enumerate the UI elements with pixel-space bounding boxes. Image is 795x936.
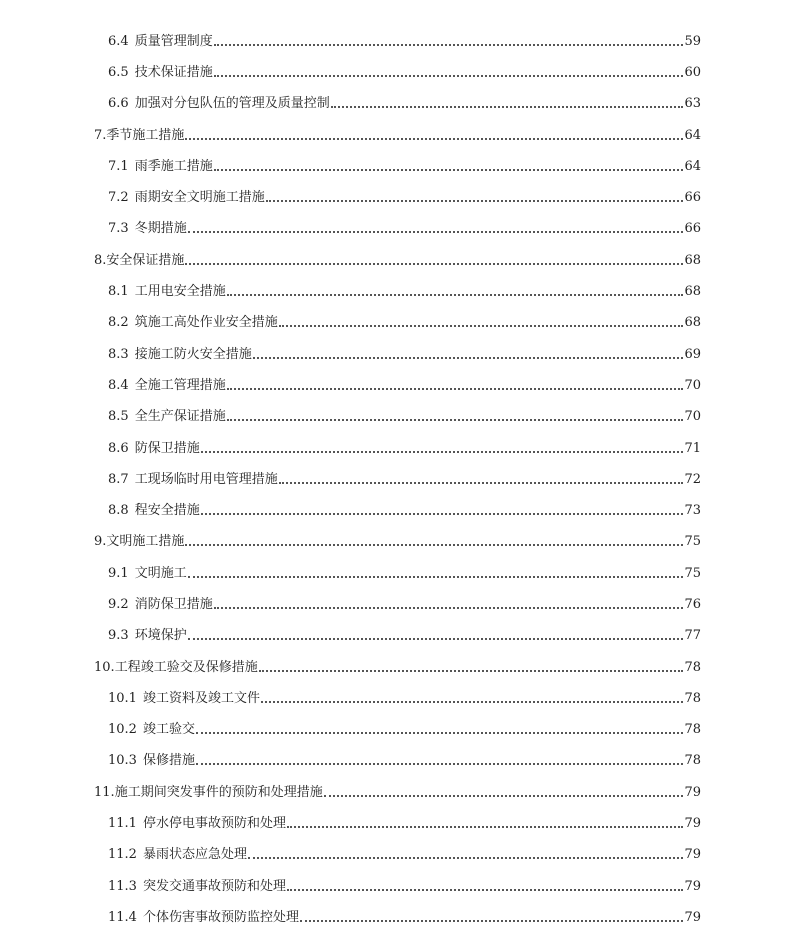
toc-entry-text: 竣工资料及竣工文件 — [142, 690, 260, 706]
toc-entry-title — [108, 378, 226, 394]
dot-leader — [188, 628, 684, 644]
toc-entry-11[interactable] — [0, 777, 795, 808]
toc-entry-text: 消防保卫措施 — [134, 596, 213, 612]
toc-entry-10-1[interactable] — [0, 683, 795, 714]
toc-entry-page: 75 — [684, 534, 701, 550]
toc-entry-page: 78 — [684, 722, 701, 738]
toc-entry-text: 雨季施工措施 — [134, 158, 213, 174]
toc-entry-number: 6.4 — [108, 33, 129, 49]
dot-leader — [185, 128, 683, 144]
toc-entry-title — [108, 96, 330, 112]
toc-entry-title — [94, 128, 184, 144]
toc-entry-7-3[interactable] — [0, 214, 795, 245]
toc-entry-number: 9. — [94, 534, 107, 550]
dot-leader — [201, 503, 684, 519]
toc-entry-page: 78 — [684, 690, 701, 706]
dot-leader — [287, 816, 683, 832]
toc-entry-number: 9.2 — [108, 596, 129, 612]
toc-entry-8-7[interactable] — [0, 464, 795, 495]
toc-entry-text: 加强对分包队伍的管理及质量控制 — [134, 96, 330, 112]
toc-entry-text: 文明施工措施 — [106, 534, 185, 550]
toc-entry-page: 69 — [684, 346, 701, 362]
toc-entry-number: 7. — [94, 127, 107, 143]
toc-entry-title — [108, 190, 265, 206]
dot-leader — [324, 785, 684, 801]
toc-entry-text: 安全保证措施 — [106, 252, 185, 268]
dot-leader — [227, 378, 684, 394]
dot-leader — [196, 753, 683, 769]
toc-entry-text: 停水停电事故预防和处理 — [142, 816, 286, 832]
toc-entry-number: 7.1 — [108, 158, 129, 174]
toc-entry-11-1[interactable] — [0, 808, 795, 839]
toc-entry-text: 施工期间突发事件的预防和处理措施 — [114, 784, 323, 800]
toc-entry-text: 程安全措施 — [134, 503, 200, 519]
toc-entry-7-2[interactable] — [0, 182, 795, 213]
toc-entry-number: 8.6 — [108, 440, 129, 456]
toc-entry-page: 64 — [684, 127, 701, 143]
toc-entry-8-5[interactable] — [0, 402, 795, 433]
dot-leader — [188, 566, 684, 582]
toc-entry-number: 8.4 — [108, 377, 129, 393]
toc-entry-text: 个体伤害事故预防监控处理 — [142, 909, 299, 925]
toc-entry-number: 10.1 — [108, 690, 137, 706]
toc-entry-title — [108, 753, 195, 769]
toc-entry-8[interactable] — [0, 245, 795, 276]
toc-entry-9-1[interactable] — [0, 558, 795, 589]
toc-entry-page: 66 — [684, 190, 701, 206]
toc-entry-page: 68 — [684, 315, 701, 331]
toc-entry-page: 64 — [684, 158, 701, 174]
dot-leader — [331, 96, 684, 112]
toc-entry-title — [108, 409, 226, 425]
toc-entry-11-3[interactable] — [0, 871, 795, 902]
table-of-contents — [0, 26, 795, 934]
toc-entry-10[interactable] — [0, 652, 795, 683]
toc-entry-text: 突发交通事故预防和处理 — [142, 878, 286, 894]
toc-entry-6-6[interactable] — [0, 89, 795, 120]
dot-leader — [300, 910, 683, 926]
toc-entry-text: 筑施工高处作业安全措施 — [134, 315, 278, 331]
toc-entry-title — [94, 253, 184, 269]
dot-leader — [261, 691, 683, 707]
toc-entry-title — [108, 910, 299, 926]
toc-entry-number: 6.6 — [108, 96, 129, 112]
toc-entry-number: 11. — [94, 784, 115, 800]
toc-entry-title — [94, 785, 323, 801]
toc-entry-page: 78 — [684, 753, 701, 769]
toc-entry-number: 7.2 — [108, 190, 129, 206]
toc-entry-8-2[interactable] — [0, 308, 795, 339]
toc-entry-page: 79 — [684, 909, 701, 925]
dot-leader — [214, 65, 684, 81]
toc-entry-number: 11.2 — [108, 847, 137, 863]
toc-entry-page: 70 — [684, 377, 701, 393]
toc-entry-text: 全生产保证措施 — [134, 409, 226, 425]
toc-entry-9[interactable] — [0, 527, 795, 558]
toc-entry-title — [108, 221, 187, 237]
dot-leader — [185, 534, 683, 550]
toc-entry-page: 70 — [684, 409, 701, 425]
toc-entry-title — [108, 691, 260, 707]
toc-entry-title — [94, 534, 184, 550]
toc-entry-7-1[interactable] — [0, 151, 795, 182]
toc-entry-number: 11.4 — [108, 909, 137, 925]
toc-entry-number: 9.3 — [108, 628, 129, 644]
toc-entry-title — [108, 847, 247, 863]
toc-entry-page: 75 — [684, 565, 701, 581]
toc-entry-text: 全施工管理措施 — [134, 377, 226, 393]
toc-entry-text: 雨期安全文明施工措施 — [134, 190, 265, 206]
toc-entry-page: 79 — [684, 847, 701, 863]
dot-leader — [196, 722, 683, 738]
toc-entry-page: 72 — [684, 471, 701, 487]
toc-entry-text: 工现场临时用电管理措施 — [134, 471, 278, 487]
toc-entry-text: 工程竣工验交及保修措施 — [114, 659, 258, 675]
toc-entry-number: 8.8 — [108, 503, 129, 519]
toc-entry-page: 59 — [684, 33, 701, 49]
toc-entry-11-2[interactable] — [0, 840, 795, 871]
toc-entry-page: 60 — [684, 64, 701, 80]
toc-entry-text: 季节施工措施 — [106, 127, 185, 143]
toc-entry-number: 8.2 — [108, 315, 129, 331]
dot-leader — [253, 347, 684, 363]
toc-entry-8-6[interactable] — [0, 433, 795, 464]
toc-entry-number: 11.1 — [108, 816, 137, 832]
toc-entry-title — [108, 472, 278, 488]
toc-entry-title — [108, 816, 286, 832]
toc-entry-11-4[interactable] — [0, 902, 795, 933]
toc-entry-8-8[interactable] — [0, 495, 795, 526]
toc-entry-10-3[interactable] — [0, 746, 795, 777]
toc-entry-text: 竣工验交 — [142, 722, 195, 738]
toc-entry-title — [108, 315, 278, 331]
toc-entry-text: 冬期措施 — [134, 221, 187, 237]
toc-entry-7[interactable] — [0, 120, 795, 151]
toc-entry-page: 77 — [684, 628, 701, 644]
dot-leader — [227, 409, 684, 425]
dot-leader — [287, 879, 683, 895]
toc-entry-number: 7.3 — [108, 221, 129, 237]
toc-entry-8-4[interactable] — [0, 370, 795, 401]
toc-entry-text: 文明施工 — [134, 565, 187, 581]
toc-entry-title — [108, 503, 200, 519]
dot-leader — [279, 315, 684, 331]
toc-entry-page: 66 — [684, 221, 701, 237]
dot-leader — [266, 190, 684, 206]
toc-entry-page: 71 — [684, 440, 701, 456]
toc-entry-text: 环境保护 — [134, 628, 187, 644]
toc-entry-text: 暴雨状态应急处理 — [142, 847, 247, 863]
toc-entry-text: 质量管理制度 — [134, 33, 213, 49]
toc-entry-title — [108, 597, 213, 613]
dot-leader — [259, 660, 684, 676]
toc-entry-text: 防保卫措施 — [134, 440, 200, 456]
toc-entry-page: 79 — [684, 784, 701, 800]
dot-leader — [248, 847, 683, 863]
toc-entry-8-1[interactable] — [0, 276, 795, 307]
toc-entry-title — [94, 660, 258, 676]
toc-entry-title — [108, 879, 286, 895]
toc-entry-page: 78 — [684, 659, 701, 675]
toc-entry-number: 9.1 — [108, 565, 129, 581]
toc-entry-number: 8.7 — [108, 471, 129, 487]
dot-leader — [214, 159, 684, 175]
toc-entry-page: 76 — [684, 596, 701, 612]
toc-entry-number: 8. — [94, 252, 107, 268]
dot-leader — [214, 597, 684, 613]
toc-entry-text: 保修措施 — [142, 753, 195, 769]
toc-entry-page: 79 — [684, 878, 701, 894]
toc-entry-number: 6.5 — [108, 64, 129, 80]
toc-entry-page: 63 — [684, 96, 701, 112]
toc-entry-title — [108, 65, 213, 81]
toc-entry-page: 79 — [684, 816, 701, 832]
toc-entry-title — [108, 159, 213, 175]
toc-entry-9-3[interactable] — [0, 621, 795, 652]
toc-entry-number: 8.3 — [108, 346, 129, 362]
toc-entry-6-5[interactable] — [0, 57, 795, 88]
toc-entry-title — [108, 722, 195, 738]
toc-entry-title — [108, 34, 213, 50]
toc-entry-9-2[interactable] — [0, 589, 795, 620]
dot-leader — [185, 253, 683, 269]
toc-entry-6-4[interactable] — [0, 26, 795, 57]
toc-entry-title — [108, 284, 226, 300]
toc-entry-text: 工用电安全措施 — [134, 284, 226, 300]
toc-entry-number: 10.3 — [108, 753, 137, 769]
dot-leader — [279, 472, 684, 488]
toc-entry-page: 68 — [684, 252, 701, 268]
dot-leader — [188, 221, 684, 237]
toc-entry-10-2[interactable] — [0, 715, 795, 746]
toc-entry-text: 技术保证措施 — [134, 64, 213, 80]
toc-entry-page: 73 — [684, 503, 701, 519]
toc-entry-text: 接施工防火安全措施 — [134, 346, 252, 362]
toc-entry-title — [108, 441, 200, 457]
toc-entry-title — [108, 347, 252, 363]
dot-leader — [214, 34, 684, 50]
toc-entry-title — [108, 628, 187, 644]
dot-leader — [201, 441, 684, 457]
dot-leader — [227, 284, 684, 300]
toc-entry-number: 8.5 — [108, 409, 129, 425]
toc-entry-title — [108, 566, 187, 582]
toc-entry-8-3[interactable] — [0, 339, 795, 370]
toc-entry-number: 10. — [94, 659, 115, 675]
toc-entry-number: 11.3 — [108, 878, 137, 894]
toc-entry-number: 10.2 — [108, 722, 137, 738]
toc-entry-number: 8.1 — [108, 284, 129, 300]
toc-entry-page: 68 — [684, 284, 701, 300]
